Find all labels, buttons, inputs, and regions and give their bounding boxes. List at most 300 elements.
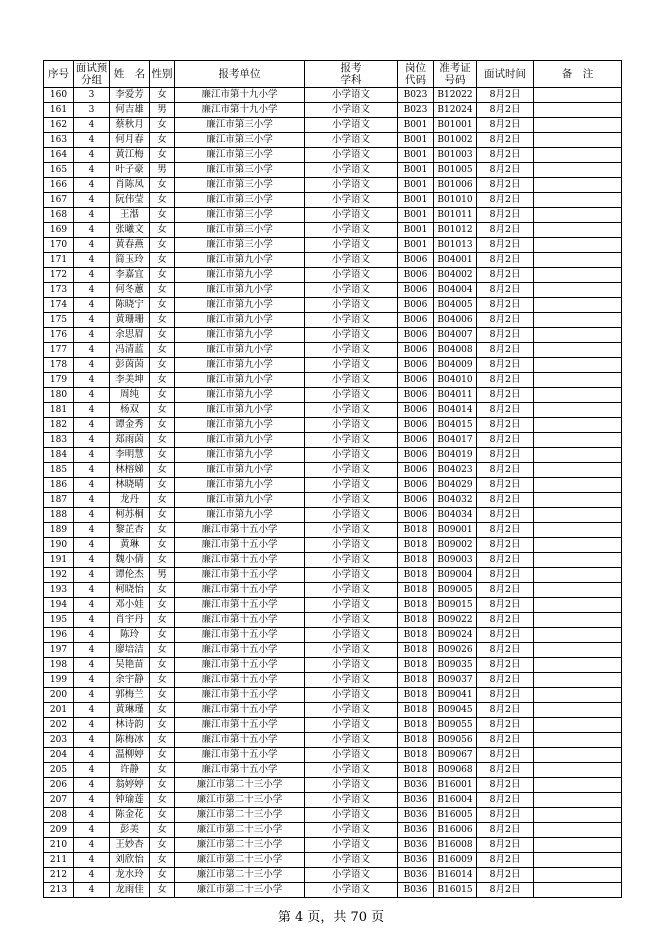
cell-col-name: 龙水玲 [110,868,150,883]
cell-col-ticket: B01002 [434,133,477,148]
table-row [44,133,622,148]
cell-col-date: 8月2日 [477,208,534,223]
cell-col-post-code: B023 [398,88,434,103]
cell-col-index: 206 [44,778,74,793]
cell-col-date: 8月2日 [477,493,534,508]
cell-col-post-code: B023 [398,103,434,118]
cell-col-post-code: B018 [398,523,434,538]
header-col-post-code: 岗位 代码 [398,61,434,88]
cell-col-subject: 小学语文 [305,883,398,898]
table-row [44,283,622,298]
cell-col-date: 8月2日 [477,103,534,118]
table-row [44,793,622,808]
cell-col-name: 廖培洁 [110,643,150,658]
cell-col-remark [534,673,622,688]
cell-col-group: 4 [74,598,110,613]
table-row [44,628,622,643]
cell-col-index: 213 [44,883,74,898]
cell-col-index: 167 [44,193,74,208]
table-row [44,553,622,568]
cell-col-group: 4 [74,178,110,193]
cell-col-group: 4 [74,508,110,523]
cell-col-ticket: B04002 [434,268,477,283]
cell-col-name: 许静 [110,763,150,778]
cell-col-date: 8月2日 [477,643,534,658]
cell-col-remark [534,628,622,643]
cell-col-remark [534,868,622,883]
cell-col-ticket: B09037 [434,673,477,688]
cell-col-remark [534,823,622,838]
cell-col-gender: 女 [150,208,175,223]
cell-col-post-code: B006 [398,478,434,493]
cell-col-date: 8月2日 [477,463,534,478]
cell-col-subject: 小学语文 [305,538,398,553]
cell-col-name: 何吉雄 [110,103,150,118]
cell-col-remark [534,238,622,253]
cell-col-date: 8月2日 [477,748,534,763]
table-row [44,478,622,493]
cell-col-name: 黎芷杏 [110,523,150,538]
cell-col-ticket: B09055 [434,718,477,733]
cell-col-ticket: B12024 [434,103,477,118]
header-col-name: 姓 名 [110,61,150,88]
cell-col-subject: 小学语文 [305,523,398,538]
header-col-gender: 性别 [150,61,175,88]
cell-col-post-code: B018 [398,553,434,568]
table-row [44,643,622,658]
cell-col-index: 209 [44,823,74,838]
cell-col-remark [534,283,622,298]
cell-col-subject: 小学语文 [305,298,398,313]
cell-col-ticket: B16001 [434,778,477,793]
cell-col-group: 4 [74,448,110,463]
cell-col-index: 192 [44,568,74,583]
header-col-index: 序号 [44,61,74,88]
table-row [44,523,622,538]
cell-col-gender: 女 [150,238,175,253]
cell-col-index: 181 [44,403,74,418]
cell-col-name: 肖宇丹 [110,613,150,628]
cell-col-ticket: B04017 [434,433,477,448]
cell-col-post-code: B018 [398,703,434,718]
cell-col-unit: 廉江市第十五小学 [175,613,305,628]
cell-col-gender: 女 [150,253,175,268]
cell-col-unit: 廉江市第三小学 [175,133,305,148]
cell-col-subject: 小学语文 [305,778,398,793]
cell-col-ticket: B01013 [434,238,477,253]
table-row [44,538,622,553]
cell-col-date: 8月2日 [477,673,534,688]
cell-col-index: 160 [44,88,74,103]
cell-col-index: 168 [44,208,74,223]
cell-col-name: 李爱芳 [110,88,150,103]
cell-col-group: 4 [74,418,110,433]
cell-col-post-code: B006 [398,448,434,463]
cell-col-post-code: B036 [398,853,434,868]
cell-col-date: 8月2日 [477,253,534,268]
cell-col-unit: 廉江市第九小学 [175,433,305,448]
cell-col-index: 183 [44,433,74,448]
cell-col-post-code: B001 [398,148,434,163]
cell-col-date: 8月2日 [477,688,534,703]
cell-col-gender: 女 [150,868,175,883]
cell-col-ticket: B04005 [434,298,477,313]
cell-col-post-code: B036 [398,778,434,793]
cell-col-group: 4 [74,748,110,763]
cell-col-group: 4 [74,628,110,643]
cell-col-ticket: B01001 [434,118,477,133]
cell-col-gender: 女 [150,88,175,103]
table-row [44,718,622,733]
cell-col-group: 3 [74,88,110,103]
cell-col-index: 177 [44,343,74,358]
cell-col-post-code: B018 [398,628,434,643]
cell-col-date: 8月2日 [477,133,534,148]
cell-col-unit: 廉江市第三小学 [175,208,305,223]
cell-col-name: 简玉玲 [110,253,150,268]
cell-col-index: 193 [44,583,74,598]
cell-col-name: 龙丹 [110,493,150,508]
cell-col-ticket: B09015 [434,598,477,613]
cell-col-post-code: B018 [398,748,434,763]
cell-col-post-code: B001 [398,193,434,208]
cell-col-unit: 廉江市第九小学 [175,313,305,328]
cell-col-gender: 女 [150,433,175,448]
cell-col-group: 4 [74,673,110,688]
cell-col-date: 8月2日 [477,508,534,523]
cell-col-unit: 廉江市第九小学 [175,343,305,358]
cell-col-remark [534,523,622,538]
cell-col-gender: 女 [150,298,175,313]
cell-col-remark [534,808,622,823]
cell-col-group: 4 [74,493,110,508]
cell-col-group: 4 [74,133,110,148]
cell-col-name: 李嘉宜 [110,268,150,283]
cell-col-subject: 小学语文 [305,148,398,163]
cell-col-remark [534,358,622,373]
cell-col-name: 刘欣怡 [110,853,150,868]
cell-col-ticket: B16005 [434,808,477,823]
header-col-remark: 备 注 [534,61,622,88]
cell-col-subject: 小学语文 [305,403,398,418]
cell-col-ticket: B09067 [434,748,477,763]
cell-col-remark [534,403,622,418]
cell-col-name: 林榕娣 [110,463,150,478]
cell-col-gender: 女 [150,823,175,838]
cell-col-name: 黄琳瑾 [110,703,150,718]
cell-col-remark [534,163,622,178]
cell-col-date: 8月2日 [477,418,534,433]
cell-col-date: 8月2日 [477,553,534,568]
cell-col-post-code: B018 [398,673,434,688]
table-row [44,733,622,748]
cell-col-unit: 廉江市第九小学 [175,298,305,313]
cell-col-subject: 小学语文 [305,118,398,133]
cell-col-post-code: B001 [398,223,434,238]
cell-col-index: 211 [44,853,74,868]
cell-col-subject: 小学语文 [305,283,398,298]
cell-col-post-code: B006 [398,508,434,523]
table-row [44,328,622,343]
cell-col-subject: 小学语文 [305,583,398,598]
cell-col-unit: 廉江市第十五小学 [175,763,305,778]
cell-col-name: 余宇静 [110,673,150,688]
cell-col-index: 166 [44,178,74,193]
cell-col-group: 4 [74,763,110,778]
cell-col-subject: 小学语文 [305,628,398,643]
cell-col-index: 203 [44,733,74,748]
cell-col-post-code: B006 [398,463,434,478]
cell-col-date: 8月2日 [477,373,534,388]
cell-col-index: 210 [44,838,74,853]
cell-col-remark [534,778,622,793]
cell-col-index: 195 [44,613,74,628]
cell-col-gender: 女 [150,373,175,388]
cell-col-index: 173 [44,283,74,298]
cell-col-unit: 廉江市第九小学 [175,268,305,283]
cell-col-group: 4 [74,403,110,418]
cell-col-ticket: B01012 [434,223,477,238]
cell-col-subject: 小学语文 [305,508,398,523]
cell-col-subject: 小学语文 [305,478,398,493]
cell-col-post-code: B001 [398,208,434,223]
cell-col-gender: 女 [150,268,175,283]
cell-col-post-code: B036 [398,838,434,853]
cell-col-group: 4 [74,283,110,298]
cell-col-gender: 女 [150,658,175,673]
cell-col-index: 188 [44,508,74,523]
cell-col-name: 杨双 [110,403,150,418]
table-row [44,688,622,703]
cell-col-date: 8月2日 [477,838,534,853]
cell-col-post-code: B001 [398,178,434,193]
cell-col-index: 201 [44,703,74,718]
cell-col-name: 何冬蕙 [110,283,150,298]
cell-col-ticket: B04010 [434,373,477,388]
cell-col-name: 陈玲 [110,628,150,643]
cell-col-group: 3 [74,103,110,118]
table-header-row [44,61,622,88]
cell-col-name: 周纯 [110,388,150,403]
cell-col-subject: 小学语文 [305,178,398,193]
cell-col-subject: 小学语文 [305,823,398,838]
cell-col-gender: 女 [150,178,175,193]
cell-col-index: 161 [44,103,74,118]
cell-col-subject: 小学语文 [305,163,398,178]
cell-col-index: 176 [44,328,74,343]
cell-col-subject: 小学语文 [305,493,398,508]
cell-col-remark [534,388,622,403]
cell-col-name: 何月春 [110,133,150,148]
cell-col-name: 李美坤 [110,373,150,388]
table-row [44,868,622,883]
cell-col-name: 黄琳 [110,538,150,553]
table-row [44,463,622,478]
cell-col-name: 吴艳苗 [110,658,150,673]
cell-col-subject: 小学语文 [305,253,398,268]
cell-col-index: 179 [44,373,74,388]
cell-col-name: 冯清蓝 [110,343,150,358]
cell-col-remark [534,598,622,613]
cell-col-remark [534,553,622,568]
cell-col-post-code: B006 [398,313,434,328]
cell-col-remark [534,193,622,208]
table-row [44,178,622,193]
cell-col-group: 4 [74,838,110,853]
cell-col-subject: 小学语文 [305,313,398,328]
cell-col-group: 4 [74,118,110,133]
cell-col-group: 4 [74,553,110,568]
cell-col-group: 4 [74,583,110,598]
cell-col-unit: 廉江市第十五小学 [175,658,305,673]
cell-col-gender: 男 [150,103,175,118]
cell-col-unit: 廉江市第三小学 [175,178,305,193]
cell-col-ticket: B09068 [434,763,477,778]
cell-col-date: 8月2日 [477,238,534,253]
cell-col-ticket: B09035 [434,658,477,673]
table-row [44,343,622,358]
cell-col-ticket: B04006 [434,313,477,328]
applicant-table [43,60,622,898]
table-row [44,658,622,673]
cell-col-name: 柯苏桐 [110,508,150,523]
cell-col-gender: 女 [150,538,175,553]
cell-col-ticket: B04023 [434,463,477,478]
cell-col-name: 谭金秀 [110,418,150,433]
cell-col-unit: 廉江市第十五小学 [175,733,305,748]
cell-col-group: 4 [74,718,110,733]
cell-col-date: 8月2日 [477,538,534,553]
table-row [44,748,622,763]
cell-col-group: 4 [74,223,110,238]
cell-col-gender: 女 [150,778,175,793]
cell-col-unit: 廉江市第三小学 [175,223,305,238]
cell-col-subject: 小学语文 [305,793,398,808]
cell-col-name: 黄珊珊 [110,313,150,328]
cell-col-ticket: B01010 [434,193,477,208]
cell-col-date: 8月2日 [477,268,534,283]
table-row [44,433,622,448]
cell-col-remark [534,463,622,478]
cell-col-post-code: B006 [398,433,434,448]
cell-col-post-code: B036 [398,883,434,898]
cell-col-name: 魏小倩 [110,553,150,568]
cell-col-remark [534,418,622,433]
cell-col-group: 4 [74,298,110,313]
table-row [44,838,622,853]
cell-col-date: 8月2日 [477,193,534,208]
cell-col-group: 4 [74,643,110,658]
cell-col-gender: 女 [150,448,175,463]
cell-col-index: 207 [44,793,74,808]
cell-col-date: 8月2日 [477,883,534,898]
cell-col-remark [534,883,622,898]
cell-col-gender: 女 [150,628,175,643]
table-row [44,358,622,373]
cell-col-group: 4 [74,703,110,718]
cell-col-post-code: B001 [398,163,434,178]
cell-col-group: 4 [74,463,110,478]
table-row [44,808,622,823]
table-row [44,373,622,388]
cell-col-date: 8月2日 [477,478,534,493]
cell-col-remark [534,733,622,748]
cell-col-date: 8月2日 [477,283,534,298]
cell-col-gender: 女 [150,358,175,373]
cell-col-gender: 男 [150,163,175,178]
cell-col-remark [534,313,622,328]
cell-col-post-code: B006 [398,373,434,388]
cell-col-group: 4 [74,883,110,898]
cell-col-name: 彭美 [110,823,150,838]
cell-col-index: 182 [44,418,74,433]
cell-col-gender: 女 [150,463,175,478]
cell-col-index: 186 [44,478,74,493]
cell-col-date: 8月2日 [477,868,534,883]
cell-col-remark [534,148,622,163]
cell-col-ticket: B04011 [434,388,477,403]
cell-col-date: 8月2日 [477,658,534,673]
cell-col-post-code: B018 [398,568,434,583]
cell-col-subject: 小学语文 [305,733,398,748]
cell-col-name: 林诗韵 [110,718,150,733]
cell-col-ticket: B09026 [434,643,477,658]
cell-col-index: 174 [44,298,74,313]
cell-col-group: 4 [74,268,110,283]
cell-col-subject: 小学语文 [305,433,398,448]
cell-col-date: 8月2日 [477,448,534,463]
cell-col-remark [534,223,622,238]
cell-col-date: 8月2日 [477,148,534,163]
cell-col-index: 171 [44,253,74,268]
cell-col-ticket: B04034 [434,508,477,523]
cell-col-ticket: B16009 [434,853,477,868]
cell-col-name: 陈梅冰 [110,733,150,748]
cell-col-index: 178 [44,358,74,373]
cell-col-group: 4 [74,523,110,538]
cell-col-gender: 女 [150,718,175,733]
cell-col-subject: 小学语文 [305,688,398,703]
table-row [44,823,622,838]
cell-col-post-code: B018 [398,598,434,613]
cell-col-index: 165 [44,163,74,178]
cell-col-ticket: B09002 [434,538,477,553]
cell-col-subject: 小学语文 [305,448,398,463]
cell-col-unit: 廉江市第二十三小学 [175,838,305,853]
cell-col-index: 194 [44,598,74,613]
cell-col-ticket: B16008 [434,838,477,853]
cell-col-gender: 女 [150,793,175,808]
cell-col-remark [534,793,622,808]
cell-col-index: 163 [44,133,74,148]
table-row [44,388,622,403]
cell-col-name: 翁婷婷 [110,778,150,793]
cell-col-unit: 廉江市第三小学 [175,193,305,208]
cell-col-date: 8月2日 [477,763,534,778]
cell-col-ticket: B04032 [434,493,477,508]
cell-col-date: 8月2日 [477,613,534,628]
cell-col-group: 4 [74,328,110,343]
table-row [44,163,622,178]
cell-col-unit: 廉江市第二十三小学 [175,868,305,883]
table-row [44,598,622,613]
cell-col-ticket: B12022 [434,88,477,103]
cell-col-post-code: B018 [398,718,434,733]
cell-col-ticket: B04007 [434,328,477,343]
cell-col-subject: 小学语文 [305,373,398,388]
cell-col-gender: 女 [150,328,175,343]
cell-col-remark [534,688,622,703]
